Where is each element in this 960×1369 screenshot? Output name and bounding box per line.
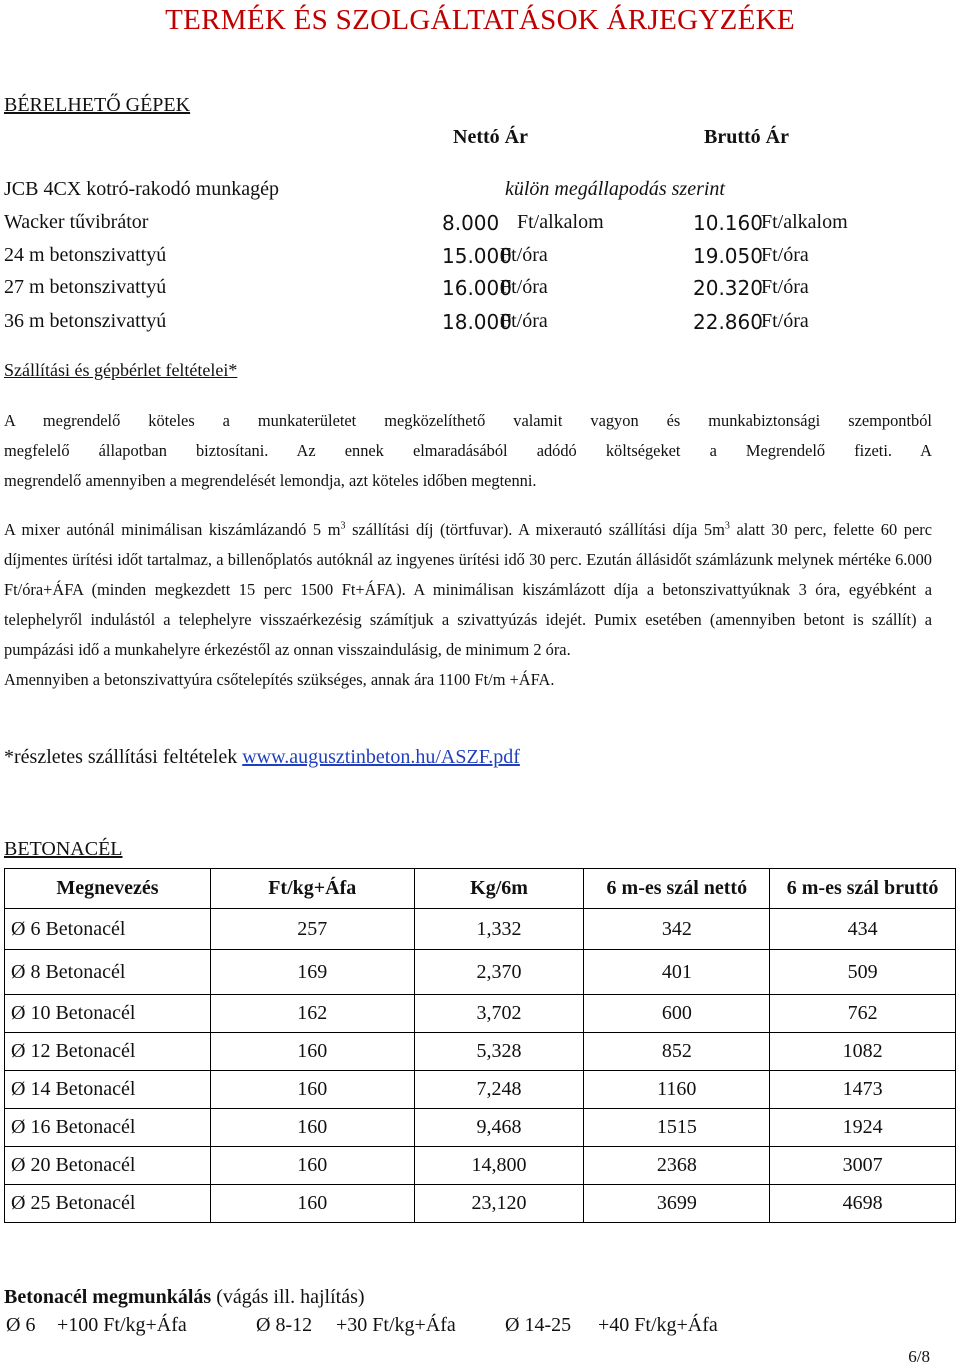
conditions-heading: Szállítási és gépbérlet feltételei* (4, 360, 238, 380)
table-cell: 1515 (584, 1109, 770, 1147)
column-header: 6 m-es szál bruttó (770, 869, 956, 909)
rebar-price-table (4, 868, 956, 1223)
processing-size: Ø 14-25 (505, 1314, 572, 1336)
paragraph-line: megfelelő állapotban biztosítani. Az ennek elmaradásából adódó költségeket a Megrendelő fizeti. A (4, 441, 932, 460)
net-price: 18.000 (442, 310, 512, 334)
machine-row (0, 244, 960, 274)
paragraph-line: A megrendelő köteles a munkaterületet megközelíthető valamit vagyon és munkabiztonsági szempontból (4, 411, 932, 430)
table-cell: 401 (584, 950, 770, 995)
table-cell: Ø 16 Betonacél (5, 1109, 211, 1147)
machine-row-special (0, 178, 960, 208)
processing-prices (0, 1314, 960, 1344)
column-header: Megnevezés (5, 869, 211, 909)
machine-row (0, 310, 960, 340)
paragraph-line: megrendelő amennyiben a megrendelését lemondja, azt köteles időben megtenni. (4, 471, 537, 490)
net-price: 15.000 (442, 244, 512, 268)
processing-price: +40 Ft/kg+Áfa (598, 1314, 718, 1336)
table-header-row (5, 869, 956, 909)
table-cell: Ø 6 Betonacél (5, 909, 211, 950)
table-cell: 600 (584, 995, 770, 1033)
table-cell: 160 (210, 1033, 414, 1071)
paragraph-text: A mixer autónál minimálisan kiszámlázandó 5 m (4, 520, 341, 539)
net-unit: Ft/óra (500, 310, 548, 332)
table-cell: Ø 12 Betonacél (5, 1033, 211, 1071)
table-cell: 9,468 (414, 1109, 584, 1147)
superscript: 3 (724, 520, 730, 532)
net-price: 16.000 (442, 276, 512, 300)
paragraph-text: szállítási díj (törtfuvar). A mixerautó szállítási díja 5m (345, 520, 725, 539)
table-cell: 160 (210, 1185, 414, 1223)
table-cell: 509 (770, 950, 956, 995)
machine-name: 27 m betonszivattyú (4, 276, 167, 298)
processing-heading (4, 1286, 365, 1309)
table-cell: 4698 (770, 1185, 956, 1223)
table-cell: Ø 10 Betonacél (5, 995, 211, 1033)
machine-row (0, 276, 960, 306)
page-number: 6/8 (908, 1347, 930, 1366)
table-cell: 1160 (584, 1071, 770, 1109)
section-heading-steel: BETONACÉL (4, 838, 123, 860)
processing-size: Ø 6 (6, 1314, 36, 1336)
table-cell: 5,328 (414, 1033, 584, 1071)
table-cell: 3007 (770, 1147, 956, 1185)
table-cell: Ø 25 Betonacél (5, 1185, 211, 1223)
processing-size: Ø 8-12 (256, 1314, 313, 1336)
table-cell: Ø 8 Betonacél (5, 950, 211, 995)
processing-subtitle: (vágás ill. hajlítás) (211, 1286, 365, 1308)
table-cell: 2,370 (414, 950, 584, 995)
gross-price: 10.160 (693, 211, 763, 235)
gross-price: 20.320 (693, 276, 763, 300)
table-cell: 3,702 (414, 995, 584, 1033)
machine-name: 36 m betonszivattyú (4, 310, 167, 332)
table-cell: 1082 (770, 1033, 956, 1071)
table-row (5, 950, 956, 995)
table-cell: 162 (210, 995, 414, 1033)
table-cell: 762 (770, 995, 956, 1033)
superscript: 3 (340, 520, 346, 532)
table-cell: 160 (210, 1147, 414, 1185)
terms-note (4, 746, 520, 769)
gross-unit: Ft/óra (761, 276, 809, 298)
gross-unit: Ft/óra (761, 310, 809, 332)
table-cell: 2368 (584, 1147, 770, 1185)
paragraph-line: Amennyiben a betonszivattyúra csőtelepítés szükséges, annak ára 1100 Ft/m +ÁFA. (4, 670, 555, 689)
column-header: 6 m-es szál nettó (584, 869, 770, 909)
machine-name: 24 m betonszivattyú (4, 244, 167, 266)
column-header: Ft/kg+Áfa (210, 869, 414, 909)
gross-unit: Ft/óra (761, 244, 809, 266)
processing-price: +100 Ft/kg+Áfa (57, 1314, 187, 1336)
table-row (5, 995, 956, 1033)
conditions-paragraph-1 (4, 406, 932, 496)
table-cell: 169 (210, 950, 414, 995)
net-unit: Ft/óra (500, 244, 548, 266)
table-row (5, 1033, 956, 1071)
page-title: TERMÉK ÉS SZOLGÁLTATÁSOK ÁRJEGYZÉKE (165, 4, 795, 36)
table-row (5, 1147, 956, 1185)
terms-link[interactable]: www.augusztinbeton.hu/ASZF.pdf (242, 746, 520, 768)
table-cell: 1,332 (414, 909, 584, 950)
table-cell: 3699 (584, 1185, 770, 1223)
table-cell: 14,800 (414, 1147, 584, 1185)
table-row (5, 1109, 956, 1147)
table-cell: 7,248 (414, 1071, 584, 1109)
section-heading-machines: BÉRELHETŐ GÉPEK (4, 94, 191, 116)
table-cell: 1924 (770, 1109, 956, 1147)
terms-note-text: *részletes szállítási feltételek (4, 746, 243, 768)
machine-row (0, 211, 960, 241)
table-cell: 160 (210, 1071, 414, 1109)
table-cell: Ø 20 Betonacél (5, 1147, 211, 1185)
table-row (5, 909, 956, 950)
processing-title: Betonacél megmunkálás (4, 1286, 212, 1308)
table-cell: 160 (210, 1109, 414, 1147)
table-cell: 1473 (770, 1071, 956, 1109)
paragraph-text: alatt 30 perc, felette 60 perc díjmentes ürítési időt tartalmaz, a billenőplatós autóknál az ingyenes ürítési idő 30 perc. Ezután állásidőt számlázunk melynek mértéke 6.000 Ft/óra+ÁFA (minden megkezdett 15 perc 1500 Ft+ÁFA). A minimálisan kiszámlázott díja a betonszivattyúknak 3 óra, egyébként a telephelyről indulástól a telephelyre visszaérkezésig számítjuk a szivattyúzás idejét. Pumix esetében (amennyiben betont is szállít) a pumpázási idő a munkahelyre érkezéstől az onnan visszaindulásig, de minimum 2 óra. (4, 520, 932, 659)
table-cell: Ø 14 Betonacél (5, 1071, 211, 1109)
column-header: Kg/6m (414, 869, 584, 909)
column-header-gross: Bruttó Ár (704, 126, 789, 148)
gross-unit: Ft/alkalom (761, 211, 848, 233)
gross-price: 22.860 (693, 310, 763, 334)
gross-price: 19.050 (693, 244, 763, 268)
machine-price-note: külön megállapodás szerint (505, 178, 725, 200)
table-row (5, 1071, 956, 1109)
processing-price: +30 Ft/kg+Áfa (336, 1314, 456, 1336)
machine-name: Wacker tűvibrátor (4, 211, 149, 233)
net-unit: Ft/alkalom (517, 211, 604, 233)
conditions-paragraph-2 (4, 515, 932, 695)
table-cell: 434 (770, 909, 956, 950)
table-row (5, 1185, 956, 1223)
machine-name: JCB 4CX kotró-rakodó munkagép (4, 178, 279, 200)
column-header-net: Nettó Ár (453, 126, 528, 148)
net-unit: Ft/óra (500, 276, 548, 298)
net-price: 8.000 (442, 211, 500, 235)
table-cell: 852 (584, 1033, 770, 1071)
table-cell: 257 (210, 909, 414, 950)
table-cell: 23,120 (414, 1185, 584, 1223)
table-cell: 342 (584, 909, 770, 950)
